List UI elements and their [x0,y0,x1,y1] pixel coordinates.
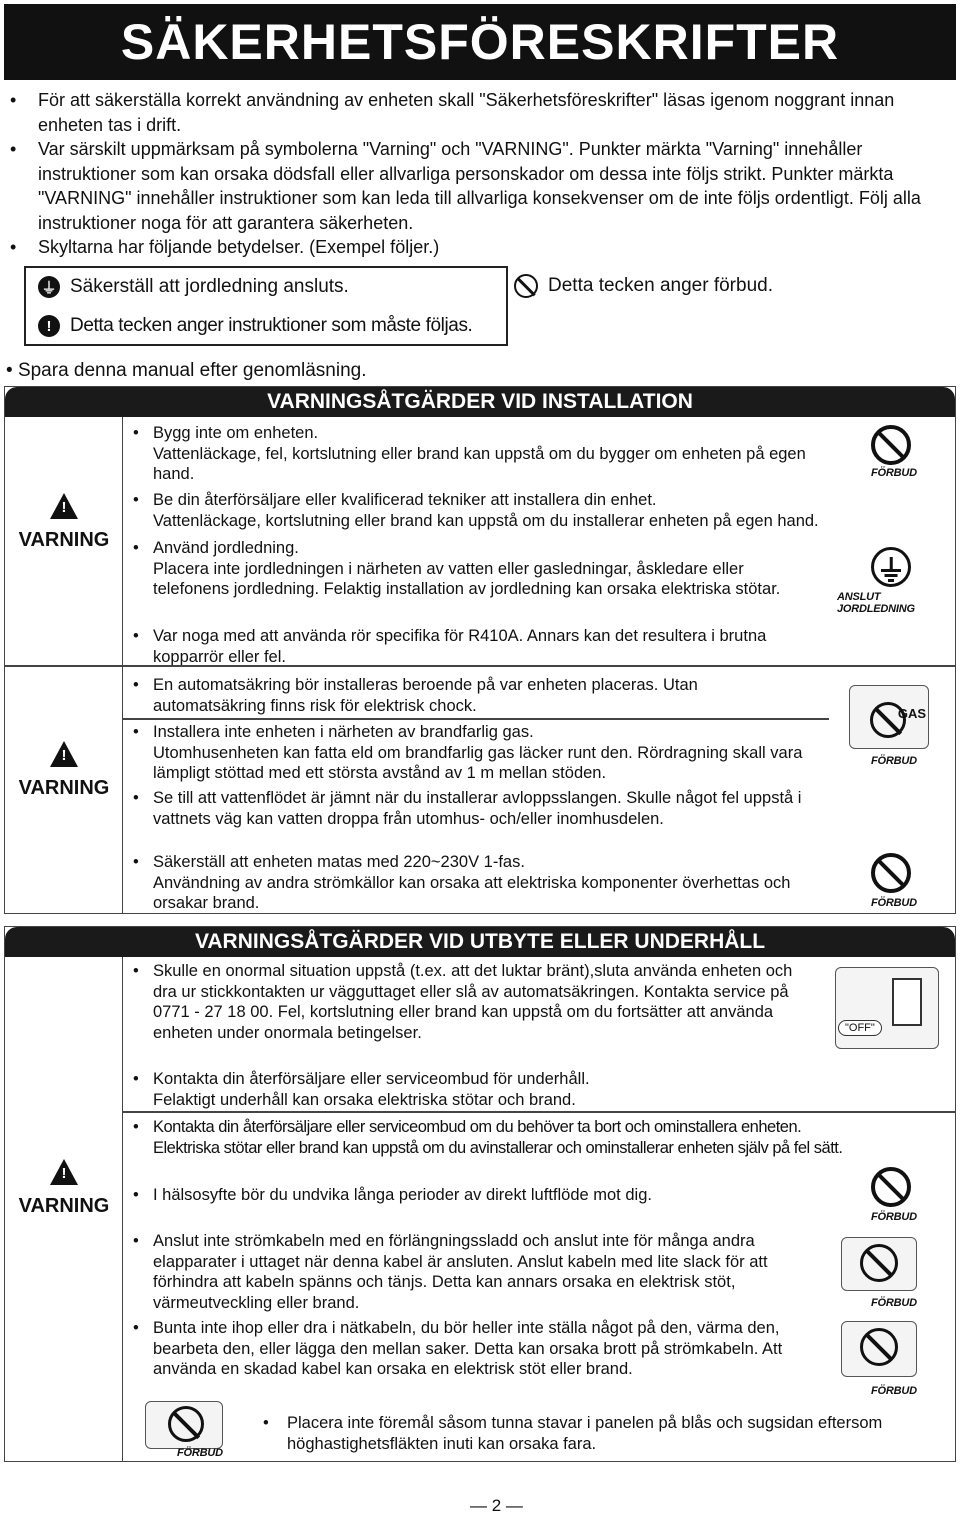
symbol-legend [24,266,508,346]
intro-item: • Skyltarna har följande betydelser. (Exempel följer.) [6,235,954,260]
list-item: • Be din återförsäljare eller kvalificerad tekniker att installera din enhet. Vattenläckage, kortslutning eller brand kan uppstå om du installerar enheten på egen hand. [133,491,819,530]
prohibition-icon [514,274,538,298]
intro-item: • För att säkerställa korrekt användning av enheten skall "Säkerhetsföreskrifter" läsas igenom noggrant innan enheten tas i drift. [6,88,954,137]
installation-heading: VARNINGSÅTGÄRDER VID INSTALLATION [5,387,955,417]
forbud-caption: FÖRBUD [871,1211,917,1223]
prohibition-icon [168,1406,204,1442]
warning-block-1: ! VARNING [5,493,123,552]
list-item: • Använd jordledning. Placera inte jordledningen i närheten av vatten eller gasledningar, åskledare eller telefonens jordledning. Felaktig installation av jordledning kan orsaka elektriska stötar. [133,539,781,598]
prohibition-icon [871,853,911,893]
list-item: • Bunta inte ihop eller dra i nätkabeln, du bör heller inte ställa något på den, värma den, bearbeta den, eller lägga den mellan saker. Detta kan orsaka brott på strömkabeln. Att använda en skadad kabel kan orsaka en elektrisk stöt eller brand. [133,1319,783,1378]
gas-leak-illustration [849,685,929,749]
list-item: • En automatsäkring bör installeras beroende på var enheten placeras. Utan automatsäkring finns risk för elektrisk chock. [133,676,698,715]
list-item: • Var noga med att använda rör specifika för R410A. Annars kan det resultera i brutna kopparrör eller fel. [133,627,767,666]
ground-caption: ANSLUT JORDLEDNING [837,591,915,615]
page-title: SÄKERHETSFÖRESKRIFTER [4,4,956,80]
prohibition-icon [860,1244,898,1282]
list-item: • Bygg inte om enheten. Vattenläckage, fel, kortslutning eller brand kan uppstå om du bygger om enheten på egen hand. [133,424,806,483]
list-item: • Anslut inte strömkabeln med en förlängningssladd och anslut inte för många andra elapparater i uttaget när denna kabel är ansluten. Anslut kabeln med lite slack för att förhindra att kabeln spänns och tänjs. Detta kan annars orsaka en elektrisk stöt, värmeutveckling eller brand. [133,1232,768,1312]
legend-ground: ⏚ Säkerställ att jordledning ansluts. [38,276,349,298]
list-item: • Installera inte enheten i närheten av brandfarlig gas. Utomhusenheten kan fatta eld om brandfarlig gas läcker runt den. Rördragning skall vara lämpligt stöttad med ett största avstånd av 1 m mellan stöden. [133,723,803,782]
breaker-off-illustration [835,967,939,1049]
divider [5,665,123,667]
exclamation-icon: ! [38,315,60,337]
ground-symbol-icon: ⏚ [38,276,60,298]
maintenance-heading: VARNINGSÅTGÄRDER VID UTBYTE ELLER UNDERHÅLL [5,927,955,957]
forbud-caption: FÖRBUD [871,467,917,479]
intro-list [6,88,954,260]
forbud-caption: FÖRBUD [177,1447,223,1459]
forbud-caption: FÖRBUD [871,1385,917,1397]
maintenance-section [4,926,956,1462]
list-item: • Placera inte föremål såsom tunna stavar i panelen på blås och sugsidan eftersom höghastighetsfläkten inuti kan orsaka fara. [263,1414,883,1453]
page-number: — 2 — [470,1496,523,1514]
list-item: • Kontakta din återförsäljare eller serviceombud för underhåll. Felaktigt underhåll kan orsaka elektriska stötar och brand. [133,1070,590,1109]
list-item: • Säkerställ att enheten matas med 220~230V 1-fas. Användning av andra strömkällor kan orsaka att elektriska komponenter överhettas och orsakar brand. [133,853,791,912]
installation-section [4,386,956,914]
fan-rod-illustration [145,1401,223,1449]
legend-must: ! Detta tecken anger instruktioner som måste följas. [38,315,472,337]
off-bubble: "OFF" [838,1020,882,1036]
prohibition-icon [871,1167,911,1207]
breaker-box-icon [892,978,922,1026]
warning-block-2: ! VARNING [5,741,123,800]
list-item: • Kontakta din återförsäljare eller serviceombud om du behöver ta bort och ominstallera enheten. Elektriska stötar eller brand kan uppstå om du avinstallerar och ominstallerar enheten själv på fel sätt. [133,1118,843,1157]
list-item: • Skulle en onormal situation uppstå (t.ex. att det luktar bränt),sluta använda enheten och dra ur stickkontakten ur vägguttaget eller slå av automatsäkringen. Kontakta service på 0771 - 27 18 00. Fel, kortslutning eller brand kan uppstå om du fortsätter att använda enheten under onormala betingelser. [133,962,793,1042]
warning-triangle-icon: ! [50,1159,78,1185]
prohibition-icon [871,425,911,465]
ground-connection-icon [871,547,911,587]
legend-prohibit: Detta tecken anger förbud. [514,274,773,298]
forbud-caption: FÖRBUD [871,897,917,909]
divider [123,1111,955,1113]
divider [123,718,829,720]
warning-triangle-icon: ! [50,741,78,767]
forbud-caption: FÖRBUD [871,1297,917,1309]
prohibition-icon [860,1328,898,1366]
forbud-caption: FÖRBUD [871,755,917,767]
list-item: • Se till att vattenflödet är jämnt när du installerar avloppsslangen. Skulle något fel uppstå i vattnets väg kan vatten droppa från utomhus- och/eller inomhusdelen. [133,789,802,828]
extension-cord-illustration [841,1237,917,1291]
intro-item: • Var särskilt uppmärksam på symbolerna "Varning" och "VARNING". Punkter märkta "Varning" innehåller instruktioner som kan orsaka dödsfall eller allvarliga personskador om dessa inte följs strikt. Punkter märkta "VARNING" innehåller instruktioner som kan leda till allvarliga konsekvenser om de inte följs ordentligt. Följ alla instruktioner noga för att garantera säkerheten. [6,137,954,235]
gas-label: GAS [897,706,926,721]
warning-block-3: ! VARNING [5,1159,123,1218]
save-note: • Spara denna manual efter genomläsning. [6,360,367,381]
bundled-cable-illustration [841,1321,917,1377]
divider [123,665,955,667]
warning-triangle-icon: ! [50,493,78,519]
list-item: • I hälsosyfte bör du undvika långa perioder av direkt luftflöde mot dig. [133,1186,652,1204]
